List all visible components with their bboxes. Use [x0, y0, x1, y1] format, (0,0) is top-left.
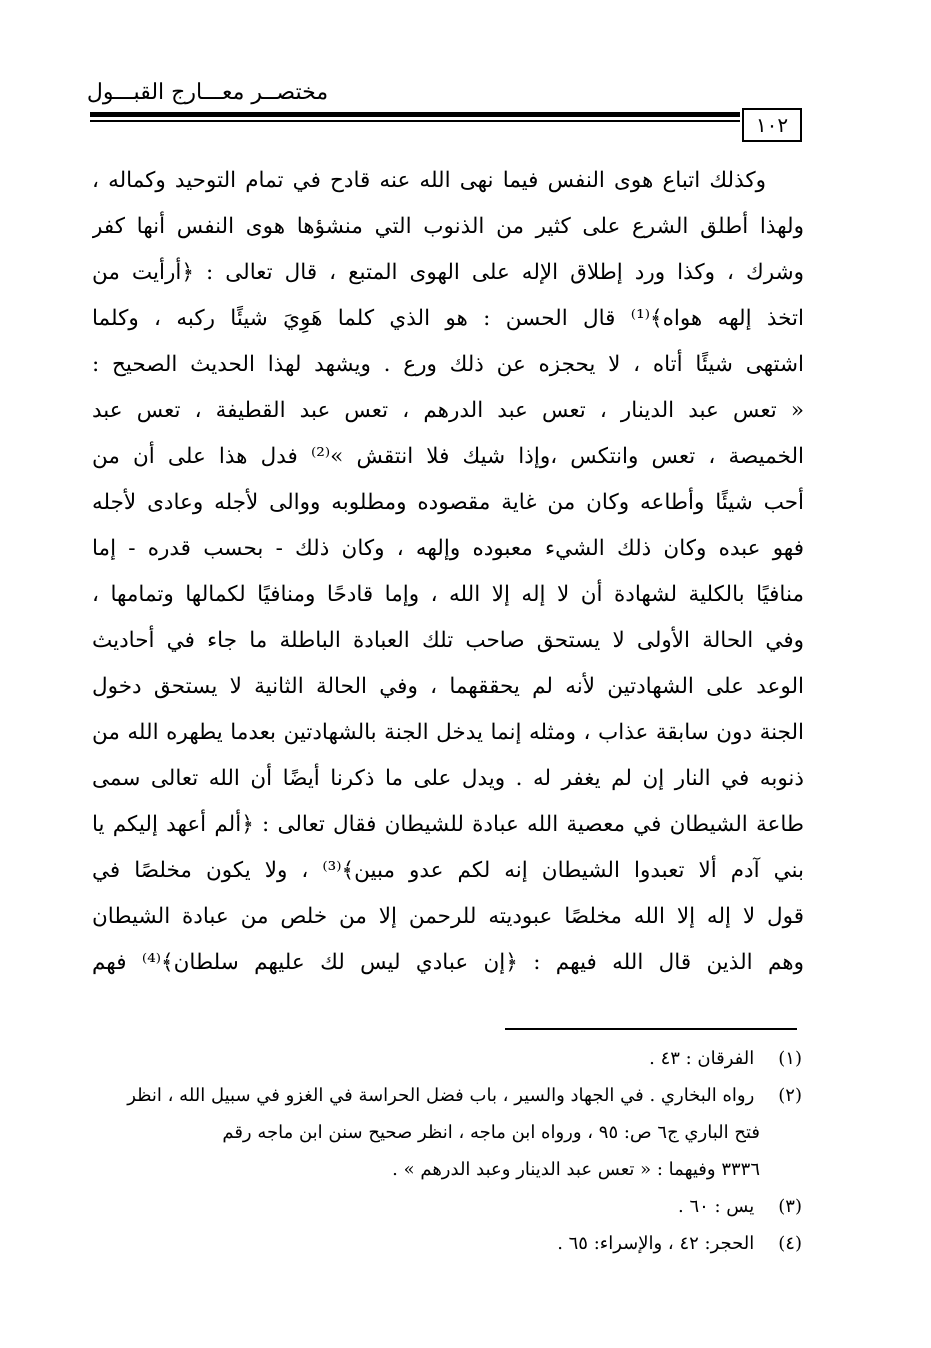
footnote-item: [90, 1225, 802, 1262]
body-line: الوعد على الشهادتين لأنه لم يحققهما ، وفي الحالة الثانية لا يستحق دخول: [92, 674, 804, 699]
body-line: ذنوبه في النار إن لم يغفر له . ويدل على ما ذكرنا أيضًا أن الله تعالى سمى: [92, 766, 804, 791]
body-line: الجنة دون سابقة عذاب ، ومثله إنما يدخل الجنة بالشهادتين بعدما يطهره الله من: [92, 720, 804, 745]
footnote-marker: (١): [778, 1048, 802, 1069]
header-rule-thin: [90, 120, 740, 122]
body-line: وكذلك اتباع هوى النفس فيما نهى الله عنه قادح في تمام التوحيد وكماله ،: [92, 168, 766, 193]
footnote-item: [90, 1188, 802, 1225]
body-line: « تعس عبد الدينار ، تعس عبد الدرهم ، تعس عبد القطيفة ، تعس عبد: [92, 398, 804, 423]
footnotes: [90, 1040, 802, 1262]
body-line: قول لا إله إلا الله مخلصًا عبوديته للرحمن إلا من خلص من عبادة الشيطان: [92, 904, 804, 929]
body-line: ولهذا أطلق الشرع على كثير من الذنوب التي منشؤها هوى النفس أنها كفر: [92, 214, 804, 239]
footnote-item: [90, 1040, 802, 1077]
body-line: طاعة الشيطان في معصية الله عبادة للشيطان فقال تعالى : ﴿ألم أعهد إليكم يا: [92, 812, 804, 837]
footnote-marker: (٤): [778, 1233, 802, 1254]
body-line: وشرك ، وكذا ورد إطلاق الإله على الهوى المتبع ، قال تعالى : ﴿أرأيت من: [92, 260, 804, 285]
footnote-text: الفرقان : ٤٣ .: [649, 1048, 755, 1069]
body-line: اشتهى شيئًا أتاه ، لا يحجزه عن ذلك ورع . ويشهد لهذا الحديث الصحيح :: [92, 352, 804, 377]
body-line: أحب شيئًا وأطاعه وكان من غاية مقصوده ومطلوبه ووالى لأجله وعادى لأجله: [92, 490, 804, 515]
body-line: بني آدم ألا تعبدوا الشيطان إنه لكم عدو مبين﴾⁽³⁾ ، ولا يكون مخلصًا في: [92, 858, 804, 883]
running-title: مختصــر معـــارج القبـــول: [86, 80, 329, 105]
body-line: الخميصة ، تعس وانتكس ،وإذا شيك فلا انتقش »⁽²⁾ فدل هذا على أن من: [92, 444, 804, 469]
footnote-item: [90, 1077, 802, 1114]
footnote-marker: (٢): [778, 1085, 802, 1106]
footnote-separator: [505, 1028, 797, 1030]
body-line: اتخذ إلهه هواه﴾⁽¹⁾ قال الحسن : هو الذي كلما هَوِيَ شيئًا ركبه ، وكلما: [92, 306, 804, 331]
footnote-marker: (٣): [778, 1196, 802, 1217]
page-number: ١٠٢: [742, 110, 802, 142]
footnote-continuation: فتح الباري ج٦ ص: ٩٥ ، ورواه ابن ماجه ، انظر صحيح سنن ابن ماجه رقم: [222, 1122, 760, 1143]
body-line: وهم الذين قال الله فيهم : ﴿إن عبادي ليس لك عليهم سلطان﴾⁽⁴⁾ فهم: [92, 950, 804, 975]
footnote-text: يس : ٦٠ .: [678, 1196, 755, 1217]
body-line: فهو عبده وكان ذلك الشيء معبوده وإلهه ، وكان ذلك - بحسب قدره - إما: [92, 536, 804, 561]
body-text: [92, 158, 804, 1018]
footnote-continuation: ٣٣٣٦ وفيهما : « تعس عبد الدينار وعبد الدرهم » .: [392, 1159, 760, 1180]
body-line: منافيًا بالكلية لشهادة أن لا إله إلا الله ، وإما قادحًا ومنافيًا لكمالها وتمامها ،: [92, 582, 804, 607]
footnote-text: الحجر: ٤٢ ، والإسراء: ٦٥ .: [557, 1233, 755, 1254]
body-line: وفي الحالة الأولى لا يستحق صاحب تلك العبادة الباطلة ما جاء في أحاديث: [92, 628, 804, 653]
header-rule-thick: [90, 112, 740, 117]
footnote-text: رواه البخاري . في الجهاد والسير ، باب فضل الحراسة في الغزو في سبيل الله ، انظر: [127, 1085, 755, 1106]
